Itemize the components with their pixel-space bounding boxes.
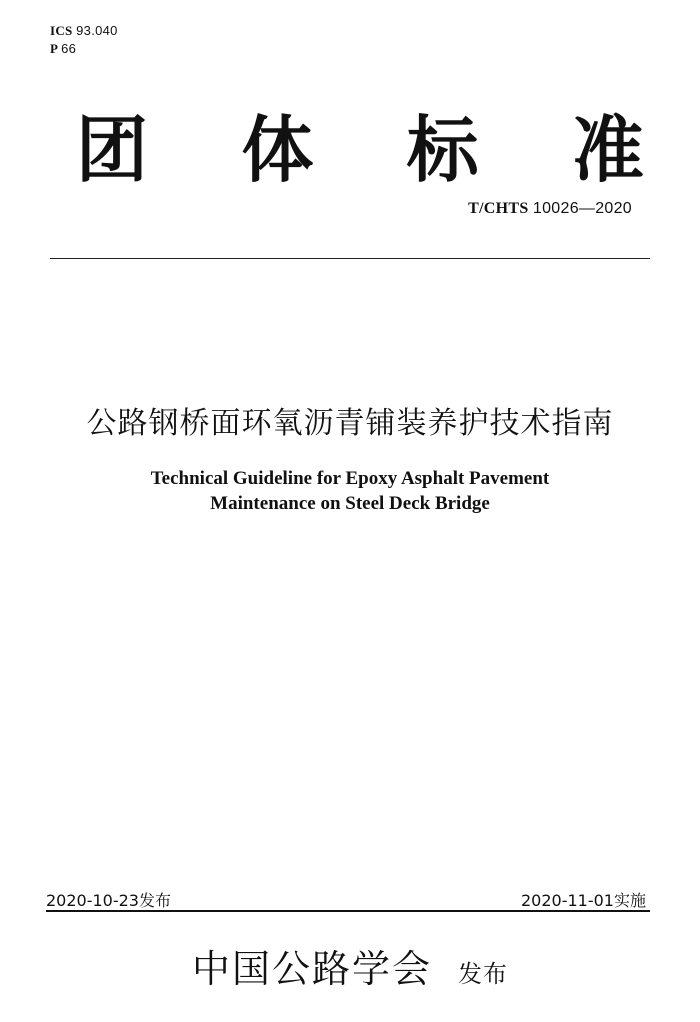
standard-prefix: T/CHTS (468, 200, 529, 217)
standard-number (468, 200, 632, 218)
standard-code: 10026—2020 (532, 200, 632, 217)
document-type-title (60, 98, 660, 190)
top-divider (50, 258, 650, 259)
title-char: 团 (76, 108, 149, 192)
ccs-label: P (50, 41, 58, 56)
ics-code (50, 22, 118, 40)
title-char: 体 (241, 108, 314, 192)
publisher-name: 中国公路学会 (191, 947, 432, 991)
ccs-code (50, 40, 76, 58)
issue-date: 2020-10-23发布 (46, 891, 171, 910)
effective-date: 2020-11-01实施 (521, 891, 646, 910)
ics-label: ICS (50, 23, 73, 38)
ccs-number: 66 (61, 41, 77, 56)
title-char: 准 (571, 108, 644, 192)
publisher-line (0, 938, 700, 993)
ics-number: 93.040 (76, 23, 118, 38)
english-title-line2: Maintenance on Steel Deck Bridge (210, 493, 490, 514)
chinese-title: 公路钢桥面环氧沥青铺装养护技术指南 (86, 406, 614, 441)
publisher-action: 发布 (458, 960, 508, 988)
english-title-line1: Technical Guideline for Epoxy Asphalt Pavement (150, 468, 550, 489)
title-char: 标 (406, 108, 479, 192)
bottom-divider (46, 910, 650, 912)
english-title (0, 466, 700, 516)
